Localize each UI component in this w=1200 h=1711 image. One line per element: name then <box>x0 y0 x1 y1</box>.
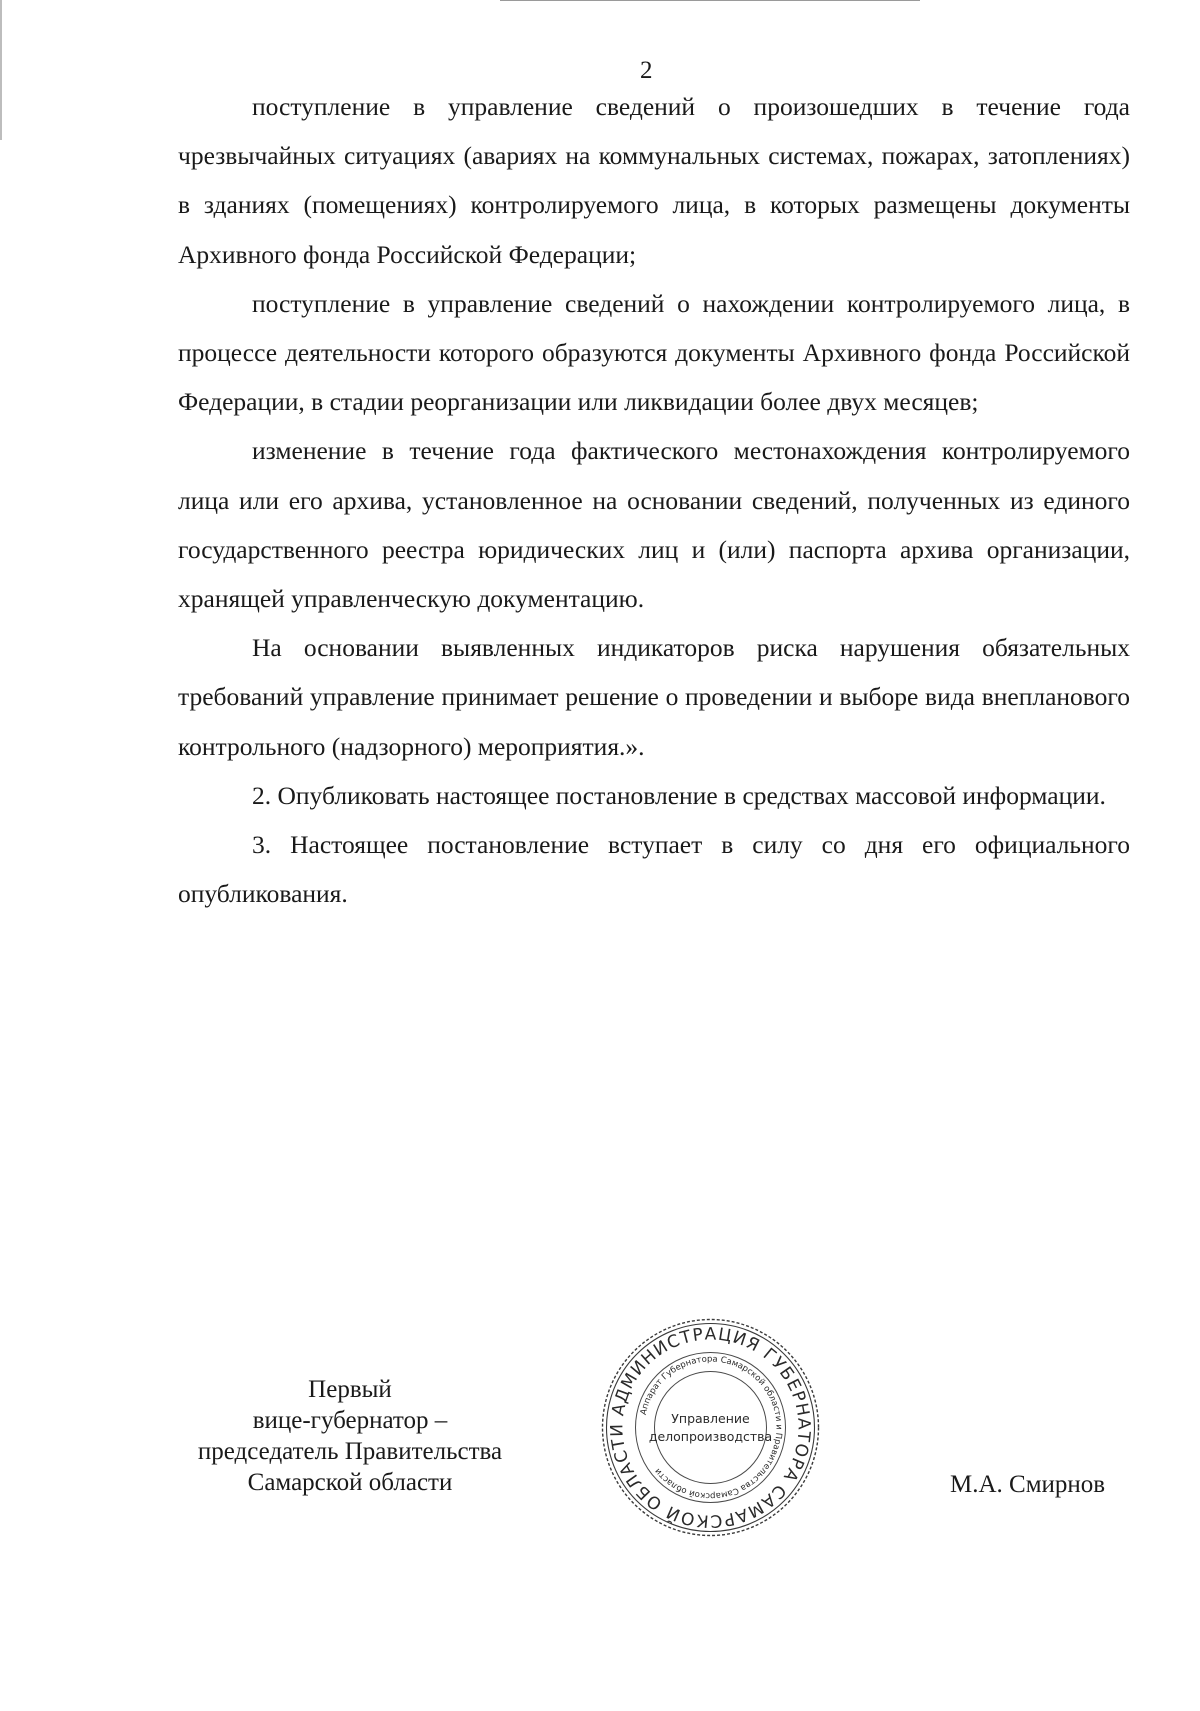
seal-center-line: делопроизводства <box>648 1429 773 1444</box>
scan-edge-line <box>500 0 920 1</box>
signatory-title <box>160 1374 540 1498</box>
paragraph-location-change: изменение в течение года фактического местонахождения контролируемого лица или его архива, установленное на основании сведений, полученных из единого государственного реестра юридических лиц и (или) паспорта архива организации, хранящей управленческую документацию. <box>178 436 1130 614</box>
paragraph-risk-indicators: На основании выявленных индикаторов риска нарушения обязательных требований управление принимает решение о проведении и выборе вида внепланового контрольного (надзорного) мероприятия.». <box>178 633 1130 761</box>
paragraph-reorganization: поступление в управление сведений о нахождении контролируемого лица, в процессе деятельности которого образуются документы Архивного фонда Российской Федерации, в стадии реорганизации или ликвидации более двух месяцев; <box>178 288 1130 417</box>
paragraph-effective-date: 3. Настоящее постановление вступает в силу со дня его официального опубликования. <box>178 830 1130 909</box>
signatory-name: М.А. Смирнов <box>950 1471 1106 1498</box>
seal-center-line: Управление <box>671 1411 750 1426</box>
paragraph-publish: 2. Опубликовать настоящее постановление в средствах массовой информации. <box>252 780 1106 810</box>
signatory-title-line: Первый <box>308 1376 392 1403</box>
scan-margin-mark <box>0 0 2 140</box>
signatory-title-line: Самарской области <box>247 1469 453 1496</box>
page-number: 2 <box>640 57 653 84</box>
seal-graphic <box>598 1315 823 1540</box>
official-seal <box>598 1315 823 1540</box>
seal-outer-text: АДМИНИСТРАЦИЯ ГУБЕРНАТОРА САМАРСКОЙ ОБЛАСТИ <box>607 1324 814 1531</box>
paragraph-emergency-info: поступление в управление сведений о произошедших в течение года чрезвычайных ситуациях (авариях на коммунальных системах, пожарах, затоплениях) в зданиях (помещениях) контролируемого лица, в которых размещены документы Архивного фонда Российской Федерации; <box>178 92 1130 269</box>
signatory-title-line: председатель Правительства <box>197 1438 503 1465</box>
signatory-title-line: вице-губернатор – <box>252 1407 448 1434</box>
document-body <box>178 82 1130 918</box>
seal-inner-text: Аппарат Губернатора Самарской области и Правительства Самарской области <box>638 1354 784 1501</box>
